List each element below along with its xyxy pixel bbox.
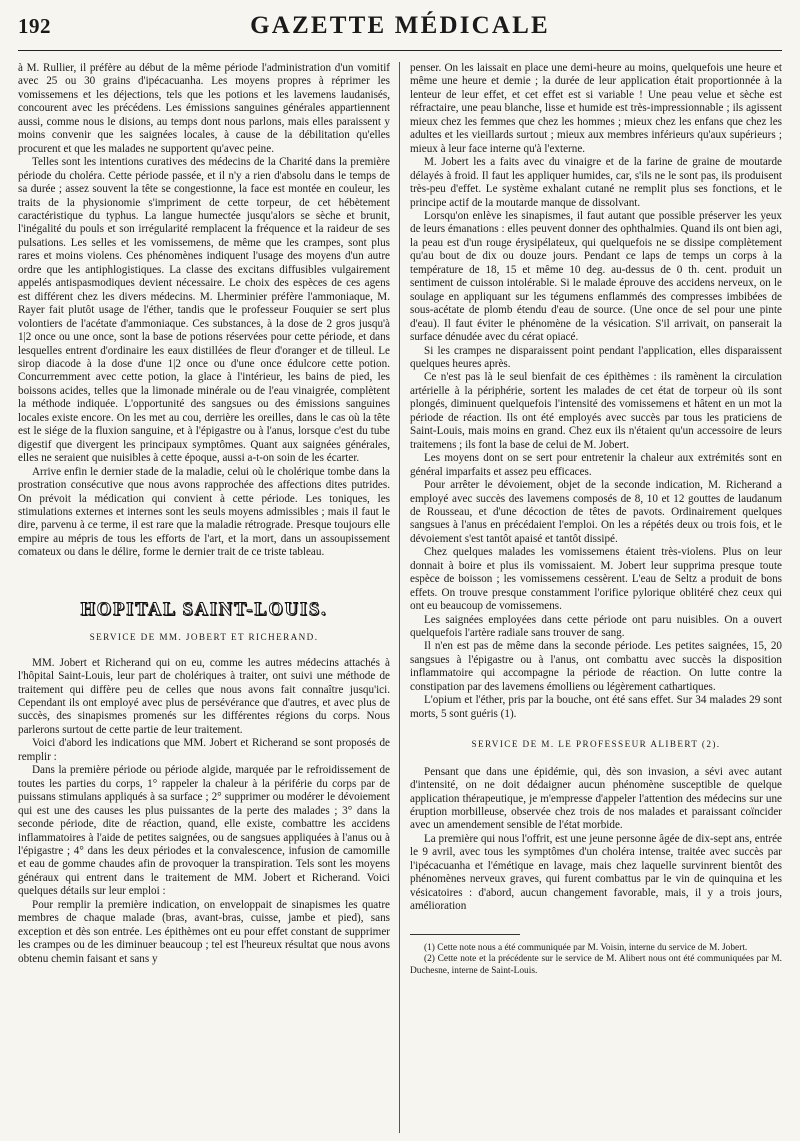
paragraph: Dans la première période ou période algide, marquée par le refroidissement de toutes les parties du corps, 1° rappeler la chaleur à la périférie du corps par de puissans stimulans appliqués à sa surface ; 2° supprimer ou modérer le dévoiement qui est une des causes les plus puissantes de la perte des malades ; 3° dans la seconde période, dite de réaction, quand, elle existe, combattre les accidens inflammatoires à l'aide de petites saignées, ou de sangsues appliquées à l'anus ou à l'épigastre ; 4° dans les deux périodes et la convalescence, infusion de camomille et eau de gomme chaudes afin de provoquer la transpiration. Tels sont les moyens généraux qui entrent dans le traitement de MM. Jobert et Richerand. Voici quelques détails sur leur emploi : xyxy=(18,764,390,898)
paragraph: Ce n'est pas là le seul bienfait de ces épithèmes : ils ramènent la circulation artérielle à la périphérie, sortent les malades de cet état de torpeur où ils sont plongés, diminuent quelquefois l'intensité des vomissemens et hâtent en un mot la période de réaction. Ils ont été employés avec succès par tous les praticiens de Saint-Louis, mais moins en grand. Chez eux ils n'étaient qu'un accessoire de leurs traitemens ; ils font la base de celui de M. Jobert. xyxy=(410,371,782,451)
paragraph: Arrive enfin le dernier stade de la maladie, celui où le cholérique tombe dans la prostration consécutive que nous avons rapprochée des affections dites putrides. On prévoit la médication qui convient à cette période. Les toniques, les stimulations externes et internes sont les seuls moyens admissibles ; mais il faut le dire, parvenu à ce terme, il est rare que la maladie rétrograde. Presque toujours elle empire au mépris de tous les efforts de l'art, et la mort, dans un assoupissement comateux ou dans le délire, forme le dernier trait de ce triste tableau. xyxy=(18,465,390,559)
service-heading: SERVICE DE M. LE PROFESSEUR ALIBERT (2). xyxy=(471,739,721,750)
paragraph: Lorsqu'on enlève les sinapismes, il faut autant que possible préserver les yeux de leurs émanations : elles peuvent donner des ophthalmies. Quand ils ont bien agi, la peau est d'un rouge érysipélateux, qui quelquefois ne se dissipe complètement qu'au bout de dix ou douze jours. Pendant ce laps de temps un corps à la température de 18, 15 et même 10 deg. au-dessus de 0 th. cent. produit un sentiment de cuisson intolérable. Si le malade éprouve des accidens nerveux, on le soulage en appliquant sur les tégumens enflammés des compresses imbibées de sous-acétate de plomb étendu d'eau de source. (Une once de sel pour une pinte d'eau). Il faut éviter le phénomène de la vésication. S'il arrivait, on panserait la surface dénudée avec du cérat opiacé. xyxy=(410,209,782,344)
columns xyxy=(18,62,782,1141)
paragraph: Si les crampes ne disparaissent point pendant l'application, elles disparaissent quelques heures après. xyxy=(410,344,782,370)
footnote: (1) Cette note nous a été communiquée par M. Voisin, interne du service de M. Jobert. xyxy=(424,942,748,953)
paragraph: Voici d'abord les indications que MM. Jobert et Richerand se sont proposés de remplir : xyxy=(18,737,390,763)
journal-title: GAZETTE MÉDICALE xyxy=(250,12,550,39)
footnote-rule xyxy=(410,934,520,935)
paragraph: à M. Rullier, il préfère au début de la même période l'administration d'un vomitif avec 25 ou 30 grains d'ipécacuanha. Les moyens propres à réprimer les vomissemens et les déjections, tels que les potions et les lavemens laudanisés, concourent avec les précédens. Les émissions sanguines générales appartiennent aussi, comme nous le disions, au temps dont nous parlons, mais elles paraissent y moins convenir que les saignées locales, à cause de la débilitation qu'elles procurent et que les malades ne supportent qu'avec peine. xyxy=(18,62,390,155)
paragraph: penser. On les laissait en place une demi-heure au moins, quelquefois une heure et même une heure et demie ; la durée de leur application était proportionnée à la lenteur de leur effet, et cet effet est si variable ! Une peau velue et sèche est réfractaire, une peau blanche, lisse et humide est très-impressionnable ; ils agissent mieux chez les femmes que chez les hommes ; mieux chez les enfans que chez les adultes et les vieillards surtout ; mieux aux membres inférieurs qu'aux supérieurs ; mieux à leur face interne qu'à l'externe. xyxy=(410,62,782,155)
page-header xyxy=(18,10,782,51)
paragraph: La première qui nous l'offrit, est une jeune personne âgée de dix-sept ans, entrée le 9 avril, avec tous les symptômes d'un choléra intense, traitée avec succès par l'ipécacuanha et l'émétique en lavage, mais chez laquelle survinrent bientôt des phénomènes nerveux graves, qui furent combattus par le vin de quinquina et les vésicatoires : d'abord, aucun changement favorable, mais, il y a trois jours, amélioration xyxy=(410,832,782,913)
paragraph: L'opium et l'éther, pris par la bouche, ont été sans effet. Sur 34 malades 29 sont morts, 5 sont guéris (1). xyxy=(410,694,782,720)
paragraph: Pour arrêter le dévoiement, objet de la seconde indication, M. Richerand a employé avec succès des lavemens composés de 8, 10 et 12 gouttes de laudanum de Rousseau, et d'une décoction de têtes de pavots. Ordinairement quelques sangsues à l'anus en précédaient l'emploi. On les a répétés deux ou trois fois, et le dévoiement s'est tantôt apaisé et tantôt dissipé. xyxy=(410,479,782,545)
paragraph: Les moyens dont on se sert pour entretenir la chaleur aux extrémités sont en général imparfaits et assez peu efficaces. xyxy=(410,452,782,478)
paragraph: Chez quelques malades les vomissemens étaient très-violens. Plus on leur donnait à boire et plus ils vomissaient. M. Jobert leur supprima presque toute espèce de boisson ; les vomissemens cessèrent. L'eau de Seltz a produit de bons effets. On trouve presque constamment l'orifice pylorique oblitéré chez ceux qui ont eu beaucoup de vomissemens. xyxy=(410,546,782,613)
column-divider xyxy=(399,62,400,1133)
paragraph: Telles sont les intentions curatives des médecins de la Charité dans la première période du choléra. Cette période passée, et il n'y a rien d'absolu dans le temps de sa durée ; assez souvent la tête se congestionne, la face est montée en couleur, les traits de la physionomie s'impriment de cette torpeur, de cet hébètement caractéristique du typhus. La langue humectée jusqu'alors se sèche et brunit, l'inégalité du pouls et son irrégularité remplacent la fréquence et la raideur de ses pulsations. Les selles et les vomissemens, de même que les crampes, sont plus rares et moins violens. Ces phénomènes indiquent l'usage des moyens d'un autre ordre que les antiphlogistiques. La classe des excitans diffusibles vulgairement appelés antispasmodiques devient nécessaire. Le choix des espèces de ces agens est différent chez les divers médecins. M. Lherminier préfère l'ammoniaque, M. Rayer fait plutôt usage de l'éther, tandis que le professeur Fouquier se sert plus volontiers de l'acétate d'ammoniaque. Ces substances, à la dose de 2 gros jusqu'à 1|2 once ou une once, sont la base de potions réservées pour cette période, et dans lesquelles entrent d'ordinaire les eaux distillées de fleur d'oranger et de tilleul. Le sirop diacode à la dose d'une 1|2 once ou d'une once édulcore cette potion. Concurremment avec cette potion, la glace à l'intérieur, les bains de pied, les boissons acides, telles que la limonade minérale ou de l'eau vinaigrée, complètent la méthode indiquée. L'opportunité des sangsues ou des émissions sanguines locales existe encore. On les met au cou, derrière les oreilles, dans le cas où la tête est le siége de la fluxion sanguine, et à l'épigastre ou à l'anus, lorsque c'est du tube digestif que divergent les principaux symptômes. Quant aux saignées générales, elles ne seraient que nuisibles à cette époque, aussi a-t-on soin de les écarter. xyxy=(18,156,390,465)
paragraph: Pour remplir la première indication, on enveloppait de sinapismes les quatre membres de chaque malade (bras, avant-bras, cuisse, jambe et pied), sans exception et dès son entrée. Les épithèmes ont eu pour effet constant de supprimer les crampes ou de les diminuer beaucoup ; tel est l'heureux résultat que nous avons obtenu chemin faisant et sans y xyxy=(18,898,390,965)
left-column xyxy=(18,62,390,966)
paragraph: M. Jobert les a faits avec du vinaigre et de la farine de graine de moutarde délayés à froid. Il faut les appliquer humides, car, s'ils ne le sont pas, ils produisent très-peu d'effet. Le système exhalant cutané ne remplit plus ses fonctions, et le principe actif de la moutarde manque de dissolvant. xyxy=(410,156,782,209)
paragraph: Pensant que dans une épidémie, qui, dès son invasion, a sévi avec autant d'intensité, on ne doit dédaigner aucun phénomène susceptible de quelque application thérapeutique, je m'empresse d'appeler l'attention des médecins sur une éruption morbilleuse, observée chez trois de nos malades et paraissant coïncider avec un amendement sensible de l'état morbide. xyxy=(410,765,782,832)
page-number: 192 xyxy=(18,14,51,38)
paragraph: Les saignées employées dans cette période ont paru nuisibles. On a ouvert quelquefois l'artère radiale sans trouver de sang. xyxy=(410,613,782,640)
section-heading-hospital: HOPITAL SAINT-LOUIS. xyxy=(80,599,328,620)
right-column xyxy=(410,62,782,977)
footnote: (2) Cette note et la précédente sur le service de M. Alibert nous ont été communiquées par M. Duchesne, interne de Saint-Louis. xyxy=(410,954,782,976)
paragraph: Il n'en est pas de même dans la seconde période. Les petites saignées, 15, 20 sangsues à l'épigastre ou à l'anus, ont combattu avec succès la disposition inflammatoire qui accompagne la période de réaction. On lutte contre la constipation par des lavemens émolliens ou légèrement cathartiques. xyxy=(410,640,782,693)
paragraph: MM. Jobert et Richerand qui on eu, comme les autres médecins attachés à l'hôpital Saint-Louis, leur part de cholériques à traiter, ont suivi une méthode de traitement qui diffère peu de celles que nous avons fait connaître jusqu'ici. Cependant ils ont employé avec plus de persévérance que d'autres, et avec plus de succès, des sinapismes promenés sur les différentes régions du corps. Nous parlerons surtout de cette partie de leur traitement. xyxy=(18,656,390,736)
service-heading: SERVICE DE MM. JOBERT ET RICHERAND. xyxy=(89,632,319,643)
